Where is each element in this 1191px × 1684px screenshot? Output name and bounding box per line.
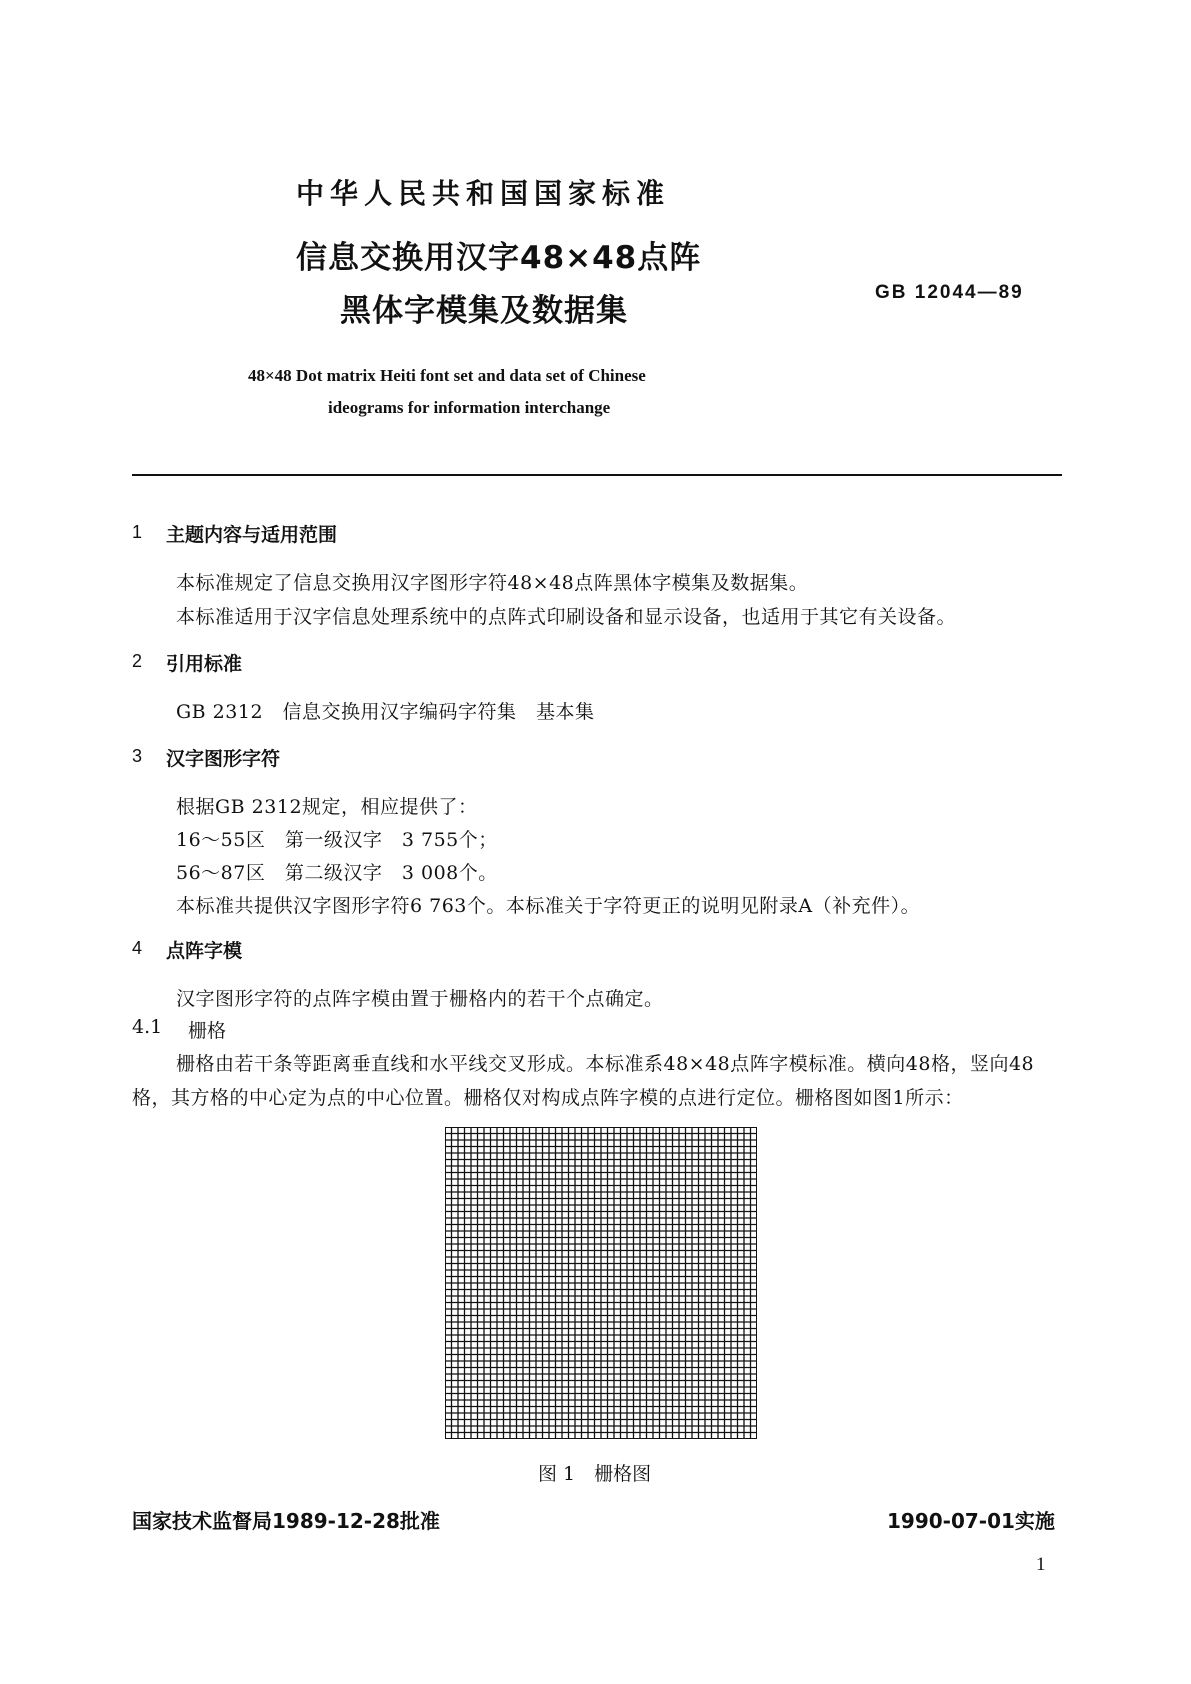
section-3-title: 汉字图形字符 — [166, 748, 281, 770]
section-3-paragraph-1: 根据GB 2312规定，相应提供了： — [176, 796, 478, 818]
section-4-paragraph-1: 汉字图形字符的点阵字模由置于栅格内的若干个点确定。 — [176, 988, 664, 1010]
page-number: 1 — [1036, 1554, 1046, 1575]
section-4-paragraph-2: 栅格由若干条等距离垂直线和水平线交叉形成。本标准系48×48点阵字模标准。横向48格，竖向48 — [176, 1053, 1035, 1075]
subsection-4-1-title: 栅格 — [188, 1020, 227, 1042]
section-1-paragraph-1: 本标准规定了信息交换用汉字图形字符48×48点阵黑体字模集及数据集。 — [176, 572, 809, 594]
title-en-line2: ideograms for information interchange — [328, 398, 611, 417]
standard-type-heading: 中华人民共和国国家标准 — [296, 177, 671, 210]
figure-caption: 图 1 栅格图 — [538, 1463, 652, 1485]
section-3-number: 3 — [132, 746, 143, 766]
section-4-paragraph-3: 格，其方格的中心定为点的中心位置。栅格仅对构成点阵字模的点进行定位。栅格图如图1所示： — [132, 1087, 964, 1109]
title-en-line1: 48×48 Dot matrix Heiti font set and data set of Chinese — [248, 366, 646, 385]
subsection-4-1-number: 4.1 — [132, 1016, 163, 1038]
section-2-title: 引用标准 — [166, 653, 243, 675]
section-2-paragraph-1: GB 2312 信息交换用汉字编码字符集 基本集 — [176, 701, 595, 723]
section-1-number: 1 — [132, 522, 143, 542]
section-2-number: 2 — [132, 651, 143, 671]
header-rule — [132, 474, 1062, 476]
title-cn-line1: 信息交换用汉字48×48点阵 — [296, 240, 702, 276]
grid-figure — [445, 1127, 757, 1439]
effective-date: 1990-07-01实施 — [887, 1509, 1055, 1533]
approval-date: 国家技术监督局1989-12-28批准 — [132, 1509, 440, 1533]
section-1-paragraph-2: 本标准适用于汉字信息处理系统中的点阵式印刷设备和显示设备，也适用于其它有关设备。 — [176, 606, 957, 628]
section-4-title: 点阵字模 — [166, 940, 243, 962]
section-3-paragraph-2: 16～55区 第一级汉字 3 755个； — [176, 829, 498, 851]
section-4-number: 4 — [132, 938, 143, 958]
section-3-paragraph-4: 本标准共提供汉字图形字符6 763个。本标准关于字符更正的说明见附录A（补充件）。 — [176, 895, 921, 917]
section-3-paragraph-3: 56～87区 第二级汉字 3 008个。 — [176, 862, 498, 884]
title-cn-line2: 黑体字模集及数据集 — [340, 293, 628, 329]
standard-code: GB 12044—89 — [875, 282, 1024, 303]
section-1-title: 主题内容与适用范围 — [166, 524, 338, 546]
